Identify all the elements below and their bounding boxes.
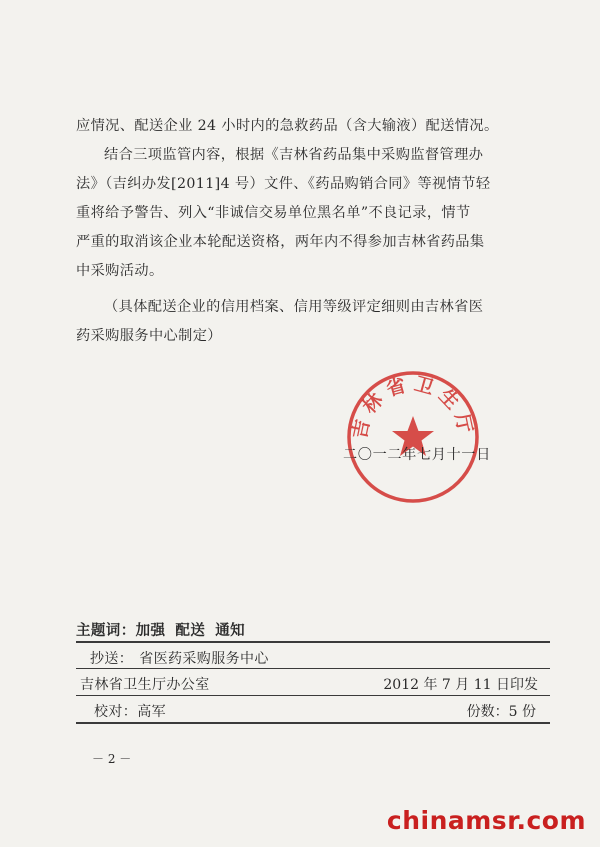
text-line: 重将给予警告、列入“非诚信交易单位黑名单”不良记录，情节: [76, 205, 471, 221]
text-line: 药采购服务中心制定）: [76, 328, 222, 344]
subject-keywords: [76, 619, 255, 640]
proofreader-label: 校对：: [94, 704, 138, 720]
divider: [76, 722, 550, 724]
keyword: 通知: [215, 622, 246, 639]
cc-value: 省医药采购服务中心: [139, 651, 269, 667]
divider: [76, 695, 550, 696]
text-line: （具体配送企业的信用档案、信用等级评定细则由吉林省医: [104, 299, 484, 315]
copies-value: 5 份: [508, 704, 536, 720]
text-line: 中采购活动。: [76, 263, 164, 279]
text-line: 应情况、配送企业 24 小时内的急救药品（含大输液）配送情况。: [76, 118, 499, 134]
divider: [76, 668, 550, 669]
seal-text-path: 吉林省卫生厅: [348, 372, 478, 441]
issue-date: 二〇一二年七月十一日: [343, 447, 491, 463]
paragraph-1: [76, 112, 546, 141]
proofreader-name: 高军: [137, 704, 167, 720]
page-number: － 2 －: [92, 752, 132, 766]
keyword: 加强: [135, 622, 166, 639]
paragraph-3: [76, 293, 546, 351]
cc-label: 抄送：: [90, 651, 134, 667]
official-seal: [344, 368, 482, 506]
site-watermark: chinamsr.com: [386, 806, 586, 835]
keyword: 配送: [175, 622, 206, 639]
copies: [467, 701, 536, 721]
text-line: 结合三项监管内容，根据《吉林省药品集中采购监督管理办: [104, 147, 484, 163]
copies-label: 份数：: [466, 704, 509, 720]
divider: [76, 641, 550, 643]
keywords-label: 主题词：: [76, 622, 136, 639]
text-line: 法》（吉纠办发[2011]4 号）文件、《药品购销合同》等视情节轻: [76, 176, 491, 192]
print-date: 2012 年 7 月 11 日印发: [383, 677, 538, 693]
issuing-office: 吉林省卫生厅办公室: [80, 677, 210, 693]
proofreader: [94, 701, 166, 721]
cc-line: [90, 648, 275, 668]
text-line: 严重的取消该企业本轮配送资格，两年内不得参加吉林省药品集: [76, 234, 485, 250]
paragraph-2: [76, 141, 546, 286]
